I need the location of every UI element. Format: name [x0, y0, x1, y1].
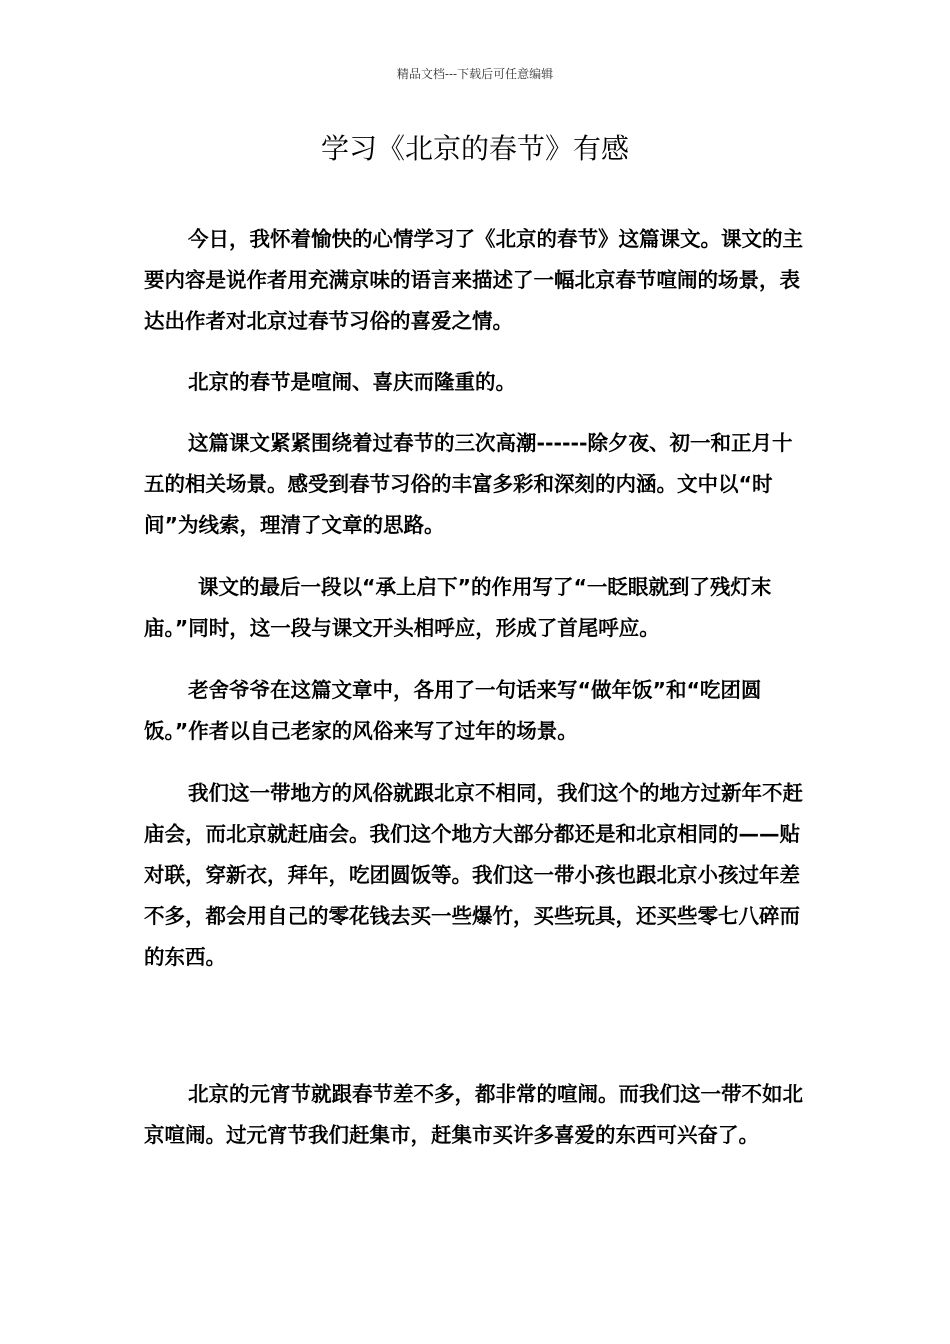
paragraph-6: 我们这一带地方的风俗就跟北京不相同，我们这个的地方过新年不赶庙会，而北京就赶庙会。我们这个地方大部分都还是和北京相同的——贴对联，穿新衣，拜年，吃团圆饭等。我们这一带小孩也跟北京小孩过年差不多，都会用自己的零花钱去买一些爆竹，买些玩具，还买些零七八碎而的东西。	[144, 781, 803, 969]
page-header: 精品文档---下载后可任意编辑	[396, 67, 554, 81]
paragraph-2: 北京的春节是喧闹、喜庆而隆重的。	[188, 370, 516, 394]
paragraph-1: 今日，我怀着愉快的心情学习了《北京的春节》这篇课文。课文的主要内容是说作者用充满京味的语言来描述了一幅北京春节喧闹的场景，表达出作者对北京过春节习俗的喜爱之情。	[144, 227, 803, 333]
document-title: 学习《北京的春节》有感	[320, 132, 629, 165]
paragraph-7: 北京的元宵节就跟春节差不多，都非常的喧闹。而我们这一带不如北京喧闹。过元宵节我们赶集市，赶集市买许多喜爱的东西可兴奋了。	[144, 1082, 803, 1147]
paragraph-3: 这篇课文紧紧围绕着过春节的三次高潮------除夕夜、初一和正月十五的相关场景。感受到春节习俗的丰富多彩和深刻的内涵。文中以“时间”为线索，理清了文章的思路。	[144, 431, 793, 537]
paragraph-5: 老舍爷爷在这篇文章中，各用了一句话来写“做年饭”和“吃团圆饭。”作者以自己老家的风俗来写了过年的场景。	[144, 678, 762, 743]
paragraph-4: 课文的最后一段以“承上启下”的作用写了“一眨眼就到了残灯末庙。”同时，这一段与课文开头相呼应，形成了首尾呼应。	[144, 575, 772, 640]
